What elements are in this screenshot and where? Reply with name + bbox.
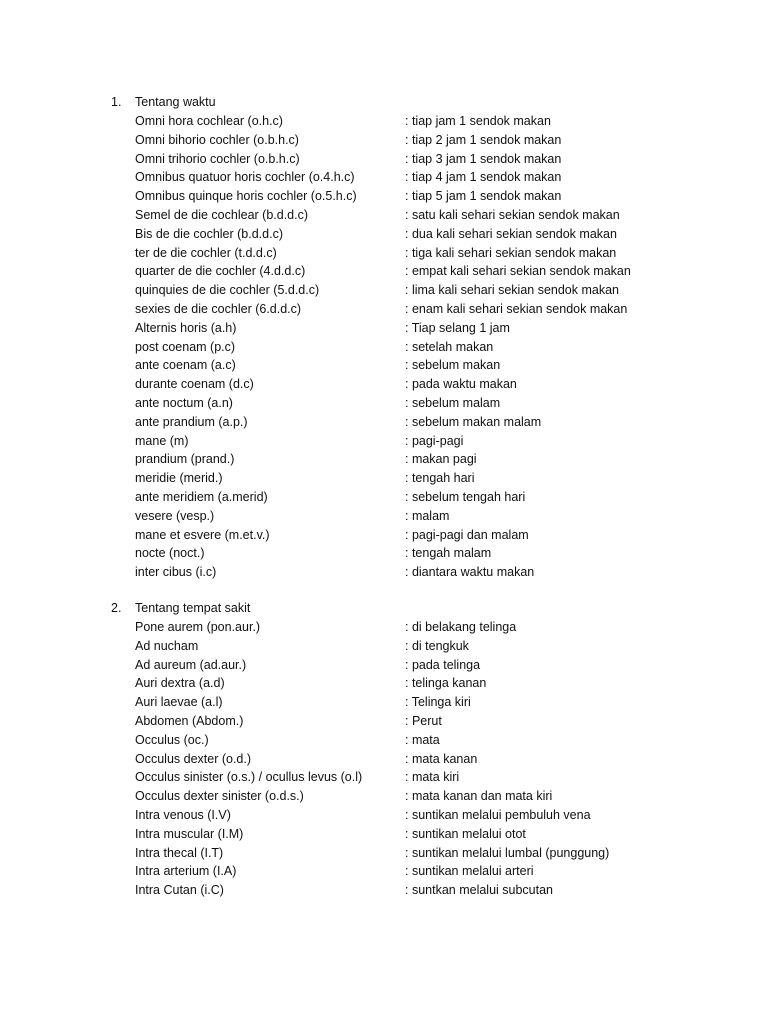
term-meaning: : lima kali sehari sekian sendok makan (405, 283, 619, 298)
term-row (0, 844, 768, 863)
term-row (0, 488, 768, 507)
term-meaning: : pada waktu makan (405, 377, 517, 392)
section-number: 2. (111, 601, 122, 615)
term-meaning: : tiap jam 1 sendok makan (405, 114, 551, 128)
term-row (0, 507, 768, 526)
latin-term: Intra muscular (I.M) (135, 826, 244, 841)
section-heading (0, 92, 768, 112)
latin-term: Intra venous (I.V) (135, 807, 231, 822)
term-meaning: : pagi-pagi dan malam (405, 527, 529, 542)
latin-term: Semel de die cochlear (b.d.d.c) (135, 207, 309, 222)
term-row (0, 731, 768, 750)
term-meaning: : tiap 4 jam 1 sendok makan (405, 170, 562, 185)
term-row (0, 563, 768, 582)
term-row (0, 806, 768, 825)
term-meaning: : tiap 5 jam 1 sendok makan (405, 189, 562, 204)
term-row (0, 526, 768, 545)
term-row (0, 768, 768, 787)
latin-term: Intra Cutan (i.C) (135, 883, 224, 898)
term-meaning: : tengah hari (405, 471, 475, 486)
latin-term: Omnibus quatuor horis cochler (o.4.h.c) (135, 170, 355, 185)
latin-term: Alternis horis (a.h) (135, 320, 237, 335)
term-row (0, 375, 768, 394)
latin-term: inter cibus (i.c) (135, 565, 217, 580)
term-row (0, 825, 768, 844)
term-row (0, 338, 768, 357)
section-title: Tentang tempat sakit (135, 601, 251, 615)
term-row (0, 618, 768, 637)
latin-term: Omni bihorio cochler (o.b.h.c) (135, 132, 299, 147)
term-meaning: : pagi-pagi (405, 433, 464, 448)
term-meaning: : suntikan melalui lumbal (punggung) (405, 845, 610, 860)
term-meaning: : di belakang telinga (405, 620, 517, 634)
latin-term: nocte (noct.) (135, 546, 205, 561)
latin-term: durante coenam (d.c) (135, 377, 254, 392)
term-row (0, 300, 768, 319)
term-row (0, 112, 768, 131)
latin-term: ante prandium (a.p.) (135, 414, 248, 429)
latin-term: ante noctum (a.n) (135, 395, 233, 410)
latin-term: Auri dextra (a.d) (135, 676, 225, 691)
latin-term: Omnibus quinque horis cochler (o.5.h.c) (135, 189, 357, 204)
latin-term: meridie (merid.) (135, 471, 223, 486)
term-meaning: : tiap 2 jam 1 sendok makan (405, 132, 562, 147)
term-meaning: : enam kali sehari sekian sendok makan (405, 301, 628, 316)
term-row (0, 281, 768, 300)
term-meaning: : Tiap selang 1 jam (405, 320, 510, 335)
section-title: Tentang waktu (135, 95, 216, 109)
latin-term: Occulus (oc.) (135, 732, 209, 747)
latin-term: Pone aurem (pon.aur.) (135, 620, 261, 634)
term-meaning: : pada telinga (405, 657, 481, 672)
term-row (0, 244, 768, 263)
term-row (0, 656, 768, 675)
section-tentang-tempat-sakit (0, 598, 768, 900)
term-row (0, 150, 768, 169)
term-row (0, 750, 768, 769)
term-meaning: : mata kanan (405, 751, 478, 766)
latin-term: Omni trihorio cochler (o.b.h.c) (135, 151, 300, 166)
latin-term: mane et esvere (m.et.v.) (135, 527, 270, 542)
latin-term: post coenam (p.c) (135, 339, 236, 354)
term-meaning: : suntkan melalui subcutan (405, 883, 554, 898)
latin-term: Abdomen (Abdom.) (135, 713, 244, 728)
latin-term: quinquies de die cochler (5.d.d.c) (135, 283, 320, 298)
term-row (0, 206, 768, 225)
term-meaning: : dua kali sehari sekian sendok makan (405, 226, 617, 241)
term-row (0, 413, 768, 432)
latin-term: mane (m) (135, 433, 189, 448)
term-row (0, 319, 768, 338)
latin-term: ter de die cochler (t.d.d.c) (135, 245, 277, 260)
latin-term: Intra arterium (I.A) (135, 864, 237, 879)
latin-term: sexies de die cochler (6.d.d.c) (135, 301, 302, 316)
term-row (0, 225, 768, 244)
latin-term: prandium (prand.) (135, 452, 235, 467)
term-meaning: : diantara waktu makan (405, 565, 535, 580)
term-meaning: : suntikan melalui otot (405, 826, 526, 841)
term-meaning: : mata (405, 732, 440, 747)
term-row (0, 712, 768, 731)
term-row (0, 394, 768, 413)
latin-term: vesere (vesp.) (135, 508, 215, 523)
term-row (0, 544, 768, 563)
term-row (0, 787, 768, 806)
term-row (0, 356, 768, 375)
latin-term: Auri laevae (a.l) (135, 695, 223, 710)
term-row (0, 469, 768, 488)
term-row (0, 432, 768, 451)
latin-term: Occulus dexter (o.d.) (135, 751, 252, 766)
latin-term: Omni hora cochlear (o.h.c) (135, 114, 283, 128)
term-meaning: : sebelum malam (405, 395, 501, 410)
term-row (0, 881, 768, 900)
term-list (0, 618, 768, 900)
term-row (0, 674, 768, 693)
term-meaning: : tiga kali sehari sekian sendok makan (405, 245, 617, 260)
term-list (0, 112, 768, 582)
term-meaning: : mata kanan dan mata kiri (405, 789, 553, 804)
term-row (0, 862, 768, 881)
term-meaning: : malam (405, 508, 450, 523)
term-meaning: : empat kali sehari sekian sendok makan (405, 264, 631, 279)
term-row (0, 637, 768, 656)
latin-term: ante meridiem (a.merid) (135, 489, 268, 504)
latin-term: quarter de die cochler (4.d.d.c) (135, 264, 306, 279)
term-meaning: : sebelum makan malam (405, 414, 542, 429)
latin-term: ante coenam (a.c) (135, 358, 236, 373)
term-row (0, 693, 768, 712)
term-meaning: : Telinga kiri (405, 695, 471, 710)
term-row (0, 131, 768, 150)
latin-term: Bis de die cochler (b.d.d.c) (135, 226, 283, 241)
latin-term: Occulus sinister (o.s.) / ocullus levus (o.l) (135, 770, 363, 785)
term-row (0, 450, 768, 469)
term-meaning: : satu kali sehari sekian sendok makan (405, 207, 620, 222)
term-meaning: : mata kiri (405, 770, 460, 785)
section-heading (0, 598, 768, 618)
latin-term: Occulus dexter sinister (o.d.s.) (135, 789, 304, 804)
term-meaning: : suntikan melalui arteri (405, 864, 534, 879)
latin-term: Ad aureum (ad.aur.) (135, 657, 247, 672)
term-meaning: : setelah makan (405, 339, 494, 354)
term-row (0, 168, 768, 187)
term-meaning: : Perut (405, 713, 442, 728)
latin-term: Intra thecal (I.T) (135, 845, 224, 860)
term-meaning: : tengah malam (405, 546, 492, 561)
term-row (0, 187, 768, 206)
term-meaning: : telinga kanan (405, 676, 487, 691)
term-meaning: : sebelum tengah hari (405, 489, 526, 504)
latin-term: Ad nucham (135, 638, 199, 653)
term-meaning: : di tengkuk (405, 638, 469, 653)
term-row (0, 262, 768, 281)
term-meaning: : makan pagi (405, 452, 477, 467)
term-meaning: : sebelum makan (405, 358, 501, 373)
section-number: 1. (111, 95, 122, 109)
term-meaning: : tiap 3 jam 1 sendok makan (405, 151, 562, 166)
term-meaning: : suntikan melalui pembuluh vena (405, 807, 591, 822)
section-tentang-waktu (0, 92, 768, 582)
